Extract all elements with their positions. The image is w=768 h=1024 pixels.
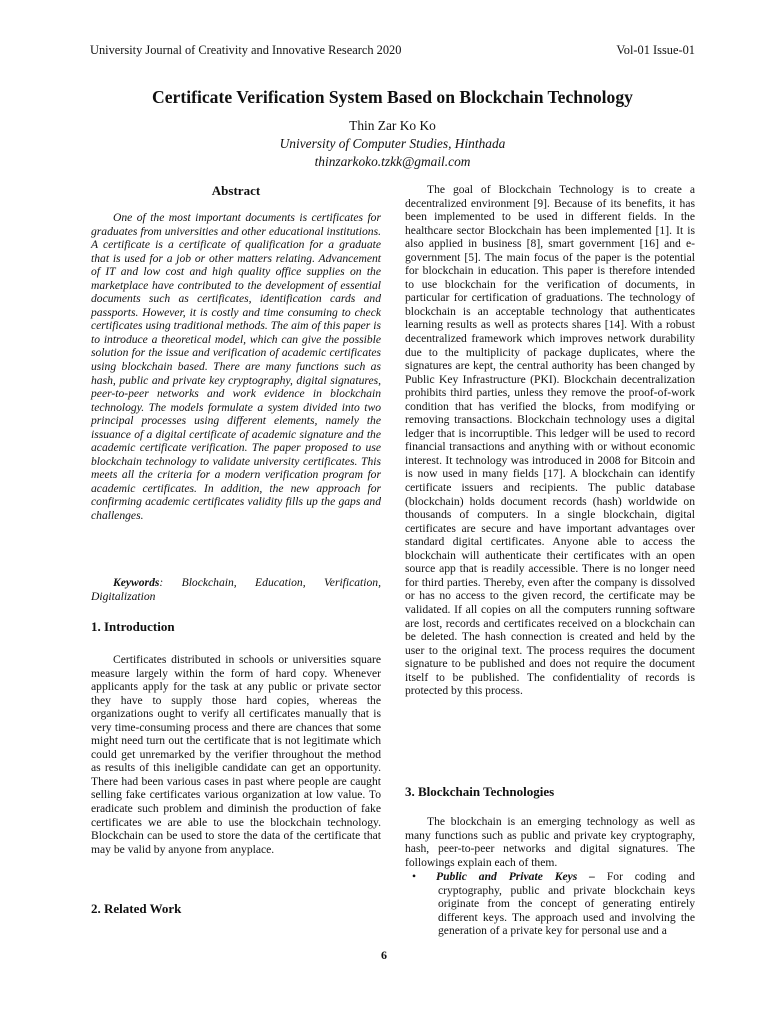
section-heading-blockchain-technologies: 3. Blockchain Technologies: [405, 784, 555, 799]
section-heading-related-work: 2. Related Work: [91, 901, 182, 916]
section-heading-introduction: 1. Introduction: [91, 619, 175, 634]
paper-title: Certificate Verification System Based on Blockchain Technology: [152, 87, 633, 107]
journal-name: University Journal of Creativity and Innovative Research 2020: [90, 43, 402, 57]
title-block: [90, 86, 695, 171]
list-item: [412, 870, 695, 938]
author-name: Thin Zar Ko Ko: [349, 118, 436, 133]
page-number: 6: [381, 948, 387, 962]
bullet-body: [416, 870, 695, 938]
related-work-text: The goal of Blockchain Technology is to create a decentralized environment [9]. Because of its benefits, it has been implemented to be used in different fields. In the healthcare sector Blockchain has been implemented [1]. It is also applied in business [8], smart government [16] and e-government [5]. The main focus of the paper is the potential for blockchain in education. This paper is therefore intended to use blockchain for the verification of documents, in particular for certification of graduations. The technology of blockchain is an acceptable technology that authenticates learning results as well as protects shares [14]. With a robust decentralized framework which improves network durability due to the multiplicity of package duplicates, where the signatures are kept, the central authority has been changed by Public Key Infrastructure (PKI). Blockchain decentralization prohibits third parties, unless they remove the proof-of-work condition that has verified the blocks, from modifying or removing transactions. Blockchain technology uses a digital ledger that is incorruptible. This ledger will be used to record financial transactions and anything with or without economic interest. It technology was introduced in 2008 for Bitcoin and is now used in many fields [17]. A blockchain can identify certificate issuers and recipients. The public database (blockchain) holds document records (hash) worldwide on thousands of computers. In a single blockchain, digital certificates are secure and have important advantages over standard digital certificates. Anyone able to access the blockchain will authenticate their certificates with an open source app that is readily accessible. There is no longer need for third parties. Thereby, even after the company is dissolved or has no access to the given record, the certificate may be validated. If all copies on all the computers running software are lost, records and certificates received on a blockchain can be deleted. The hash connection is created and held by the user to the original text. The process requires the document signature to be published and does not require the document itself to be published. The confidentiality of records is protected by this process.: [405, 183, 695, 698]
issue-label: Vol-01 Issue-01: [616, 43, 695, 57]
introduction-text: Certificates distributed in schools or universities square measure largely within the form of hard copy. Whenever applicants apply for the task at any public or private sector they have to supply those hard copies, whereas the organizations ought to verify all certificates manually that is very time-consuming process and there are chances that some might need turn out the certificate that is not legitimate which could get unremarked by the verifier throughout the method as results of this ineligible candidate can get an opportunity. There had been various cases in past where people are caught selling fake certificates various organization at low value. To eradicate such problem and diminish the production of fake certificates we are able to use the blockchain technology. Blockchain can be used to store the data of the certificate that may be valid by anyone from anyplace.: [91, 653, 381, 856]
abstract-text: One of the most important documents is certificates for graduates from universities and other educational institutions. A certificate is a certificate of qualification for a graduate that is used for a job or other matters relating. Advancement of IT and low cost and high quality office supplies on the marketplace have contributed to the development of essential documents such as certificates, identification cards and passports. However, it is costly and time consuming to check certificates using traditional methods. The aim of this paper is to introduce a theoretical model, which can give the possible solution for the issue and verification of academic certificates using blockchain based. There are many functions such as hash, public and private key cryptography, digital signatures, peer-to-peer networks and work evidence in blockchain technology. The models formulate a system divided into two principal processes using different elements, namely the issuance of a digital certificate of academic signature and the academic certificate verification. The paper proposed to use blockchain technology to validate university certificates. This meets all the criteria for a modern verification program for academic certificates. In addition, the new approach for confirming academic certificates validity fills up the gaps and challenges.: [91, 211, 381, 523]
running-header: [90, 42, 695, 58]
author-affiliation: University of Computer Studies, Hinthada: [279, 136, 506, 151]
bullet-text: For coding and cryptography, public and private blockchain keys originate from the concept of generating entirely different keys. The approach used and involving the generation of a private key for personal use and a: [438, 870, 695, 938]
author-email: thinzarkoko.tzkk@gmail.com: [314, 154, 471, 169]
keywords: [91, 576, 381, 603]
keywords-label: Keywords: [113, 576, 160, 589]
blockchain-technologies-text: The blockchain is an emerging technology as well as many functions such as public and private key cryptography, hash, peer-to-peer networks and digital signatures. The followings explain each of them.: [405, 815, 695, 869]
keywords-list: : Blockchain, Education, Verification, Digitalization: [91, 576, 381, 603]
bullet-icon: •: [412, 870, 417, 883]
abstract-heading: Abstract: [211, 183, 261, 198]
bullet-term: Public and Private Keys –: [436, 870, 595, 883]
